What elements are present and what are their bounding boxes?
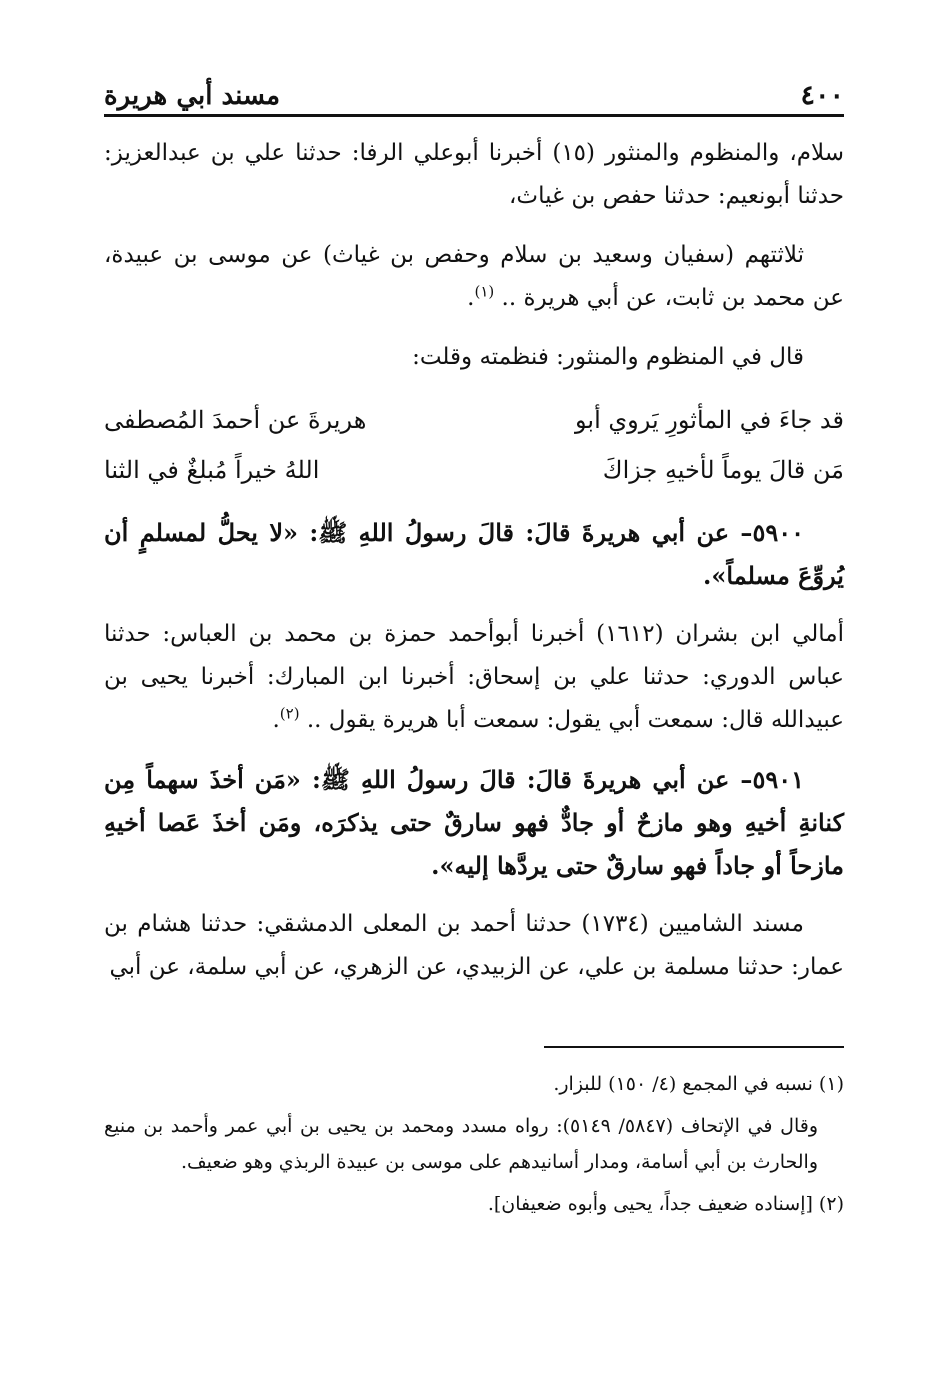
paragraph-text: ثلاثتهم (سفيان وسعيد بن سلام وحفص بن غياث) عن موسى بن عبيدة، عن محمد بن ثابت، عن أبي هريرة .. <box>104 242 844 311</box>
verse-second-hemistich: هريرةَ عن أحمدَ المُصطفى <box>104 406 367 434</box>
verse-first-hemistich: مَن قالَ يوماً لأخيهِ جزاكَ <box>602 456 844 484</box>
page-header <box>104 78 844 117</box>
main-text <box>104 132 844 1005</box>
running-title: مسند أبي هريرة <box>104 81 281 111</box>
paragraph-source-5901: مسند الشاميين (١٧٣٤) حدثنا أحمد بن المعلى الدمشقي: حدثنا هشام بن عمار: حدثنا مسلمة بن علي، عن الزبيدي، عن الزهري، عن أبي سلمة، عن أبي <box>104 911 844 980</box>
verse-second-hemistich: اللهُ خيراً مُبلغٌ في الثنا <box>104 456 320 484</box>
poem <box>104 395 844 495</box>
paragraph-text: أمالي ابن بشران (١٦١٢) أخبرنا أبوأحمد حمزة بن محمد بن العباس: حدثنا عباس الدوري: حدثنا علي بن إسحاق: أخبرنا ابن المبارك: أخبرنا يحيى بن عبيدالله قال: سمعت أبي يقول: سمعت أبا هريرة يقول .. <box>104 621 844 733</box>
poem-verse-2 <box>104 445 844 495</box>
footnote-ref-1: (١) <box>474 282 495 301</box>
footnote-2: (٢) [إسناده ضعيف جداً، يحيى وأبوه ضعيفان]. <box>487 1193 844 1215</box>
footnote-ref-2: (٢) <box>279 704 300 723</box>
paragraph-isnad-2: ثلاثتهم (سفيان وسعيد بن سلام وحفص بن غياث) عن موسى بن عبيدة، عن محمد بن ثابت، عن أبي هريرة .. $^{(١)}$. <box>104 242 844 311</box>
footnote-1-continued: وقال في الإتحاف (٥٨٤٧/ ٥١٤٩): رواه مسدد ومحمد بن يحيى بن أبي عمر وأحمد بن منيع والحارث بن أبي أسامة، ومدار أسانيدهم على موسى بن عبيدة الربذي وهو ضعيف. <box>104 1115 818 1173</box>
hadith-5901: ٥٩٠١– عن أبي هريرةَ قالَ: قالَ رسولُ اللهِ ﷺ: «مَن أخذَ سهماً مِن كنانةِ أخيهِ وهو مازحٌ أو جادٌّ فهو سارقٌ حتى يذكرَه، ومَن أخذَ عَصا أخيهِ مازحاً أو جاداً فهو سارقٌ حتى يردَّها إليه». <box>104 765 844 880</box>
footnotes <box>104 1066 844 1228</box>
paragraph-isnad-1: سلام، والمنظوم والمنثور (١٥) أخبرنا أبوعلي الرفا: حدثنا علي بن عبدالعزيز: حدثنا أبونعيم: حدثنا حفص بن غياث، <box>104 140 845 209</box>
paragraph-poem-intro: قال في المنظوم والمنثور: فنظمته وقلت: <box>412 344 804 370</box>
poem-verse-1 <box>104 395 844 445</box>
footnote-separator <box>544 1046 844 1048</box>
page-number: ٤٠٠ <box>800 80 844 111</box>
verse-first-hemistich: قد جاءَ في المأثورِ يَروي أبو <box>574 406 844 434</box>
paragraph-source-5900: أمالي ابن بشران (١٦١٢) أخبرنا أبوأحمد حمزة بن محمد بن العباس: حدثنا عباس الدوري: حدثنا علي بن إسحاق: أخبرنا ابن المبارك: أخبرنا يحيى بن عبيدالله قال: سمعت أبي يقول: سمعت أبا هريرة يقول .. $^{(٢)}$. <box>104 621 844 733</box>
footnote-1: (١) نسبه في المجمع (٤/ ١٥٠) للبزار. <box>553 1073 844 1095</box>
hadith-5900: ٥٩٠٠– عن أبي هريرةَ قالَ: قالَ رسولُ اللهِ ﷺ: «لا يحلُّ لمسلمٍ أن يُروِّعَ مسلماً». <box>104 518 844 590</box>
